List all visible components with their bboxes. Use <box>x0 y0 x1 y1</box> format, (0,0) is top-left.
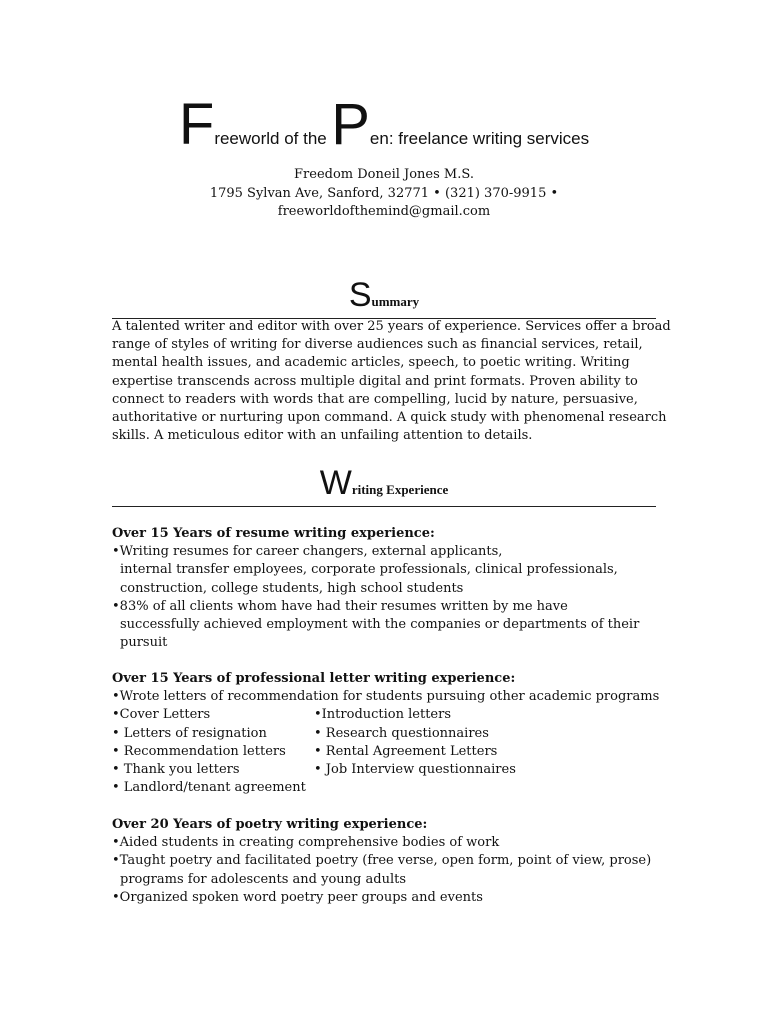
poetry-experience-heading: Over 20 Years of poetry writing experience: <box>112 817 428 832</box>
summary-heading-cap: S <box>348 276 372 314</box>
summary-paragraph <box>112 318 671 445</box>
poetry-experience-line: •Aided students in creating comprehensive bodies of work <box>112 835 500 851</box>
document-title <box>0 92 768 157</box>
experience-heading-rest: riting Experience <box>351 482 449 497</box>
resume-experience-line: internal transfer employees, corporate professionals, clinical professionals, <box>120 562 618 578</box>
resume-experience-line: •83% of all clients whom have had their resumes written by me have <box>112 598 568 614</box>
title-initial-p: P <box>331 92 370 157</box>
title-initial-f: F <box>178 92 215 157</box>
resume-experience-line: construction, college students, high school students <box>120 580 464 596</box>
summary-line: A talented writer and editor with over 25 years of experience. Services offer a broad <box>112 319 671 334</box>
letter-types-left-column <box>112 706 306 797</box>
summary-line: skills. A meticulous editor with an unfailing attention to details. <box>112 428 533 444</box>
poetry-experience-line: •Taught poetry and facilitated poetry (free verse, open form, point of view, prose) <box>112 853 652 869</box>
title-mid: reeworld of the <box>214 129 327 148</box>
experience-heading <box>0 464 768 503</box>
letter-experience-section <box>112 670 672 797</box>
letter-type-item: • Recommendation letters <box>112 743 286 759</box>
resume-experience-section <box>112 525 672 652</box>
letter-type-item: •Introduction letters <box>314 707 452 723</box>
letter-type-item: • Research questionnaires <box>314 725 489 741</box>
summary-line: range of styles of writing for diverse audiences such as financial services, retail, <box>112 337 643 353</box>
title-end: en: freelance writing services <box>369 129 590 148</box>
letter-type-item: • Job Interview questionnaires <box>314 762 516 778</box>
letter-types-right-column <box>314 706 516 779</box>
contact-email: freeworldofthemind@gmail.com <box>277 204 491 219</box>
poetry-experience-section <box>112 816 672 907</box>
letter-experience-intro: •Wrote letters of recommendation for students pursuing other academic programs <box>112 689 660 705</box>
summary-heading-rest: ummary <box>371 294 420 309</box>
experience-divider <box>112 506 656 507</box>
letter-type-item: •Cover Letters <box>112 707 211 723</box>
letter-type-item: • Rental Agreement Letters <box>314 743 498 759</box>
letter-type-item: • Thank you letters <box>112 762 240 778</box>
letter-experience-heading: Over 15 Years of professional letter writing experience: <box>112 671 516 686</box>
contact-name: Freedom Doneil Jones M.S. <box>294 167 474 182</box>
resume-experience-heading: Over 15 Years of resume writing experience: <box>112 526 435 541</box>
contact-address: 1795 Sylvan Ave, Sanford, 32771 • (321) 370-9915 • <box>209 186 559 201</box>
poetry-experience-line: •Organized spoken word poetry peer groups and events <box>112 889 483 905</box>
resume-experience-line: pursuit <box>120 635 168 651</box>
summary-line: expertise transcends across multiple digital and print formats. Proven ability to <box>112 373 638 389</box>
poetry-experience-line: programs for adolescents and young adults <box>120 871 407 887</box>
letter-types-grid <box>112 706 672 797</box>
summary-line: connect to readers with words that are compelling, lucid by nature, persuasive, <box>112 391 638 407</box>
resume-experience-line: successfully achieved employment with the companies or departments of their <box>120 617 640 633</box>
summary-heading <box>0 276 768 315</box>
letter-type-item: • Letters of resignation <box>112 725 267 741</box>
summary-line: mental health issues, and academic articles, speech, to poetic writing. Writing <box>112 355 630 371</box>
summary-line: authoritative or nurturing upon command. A quick study with phenomenal research <box>112 410 667 426</box>
letter-type-item: • Landlord/tenant agreement <box>112 780 306 796</box>
resume-experience-line: •Writing resumes for career changers, external applicants, <box>112 544 503 560</box>
experience-heading-cap: W <box>319 464 352 502</box>
